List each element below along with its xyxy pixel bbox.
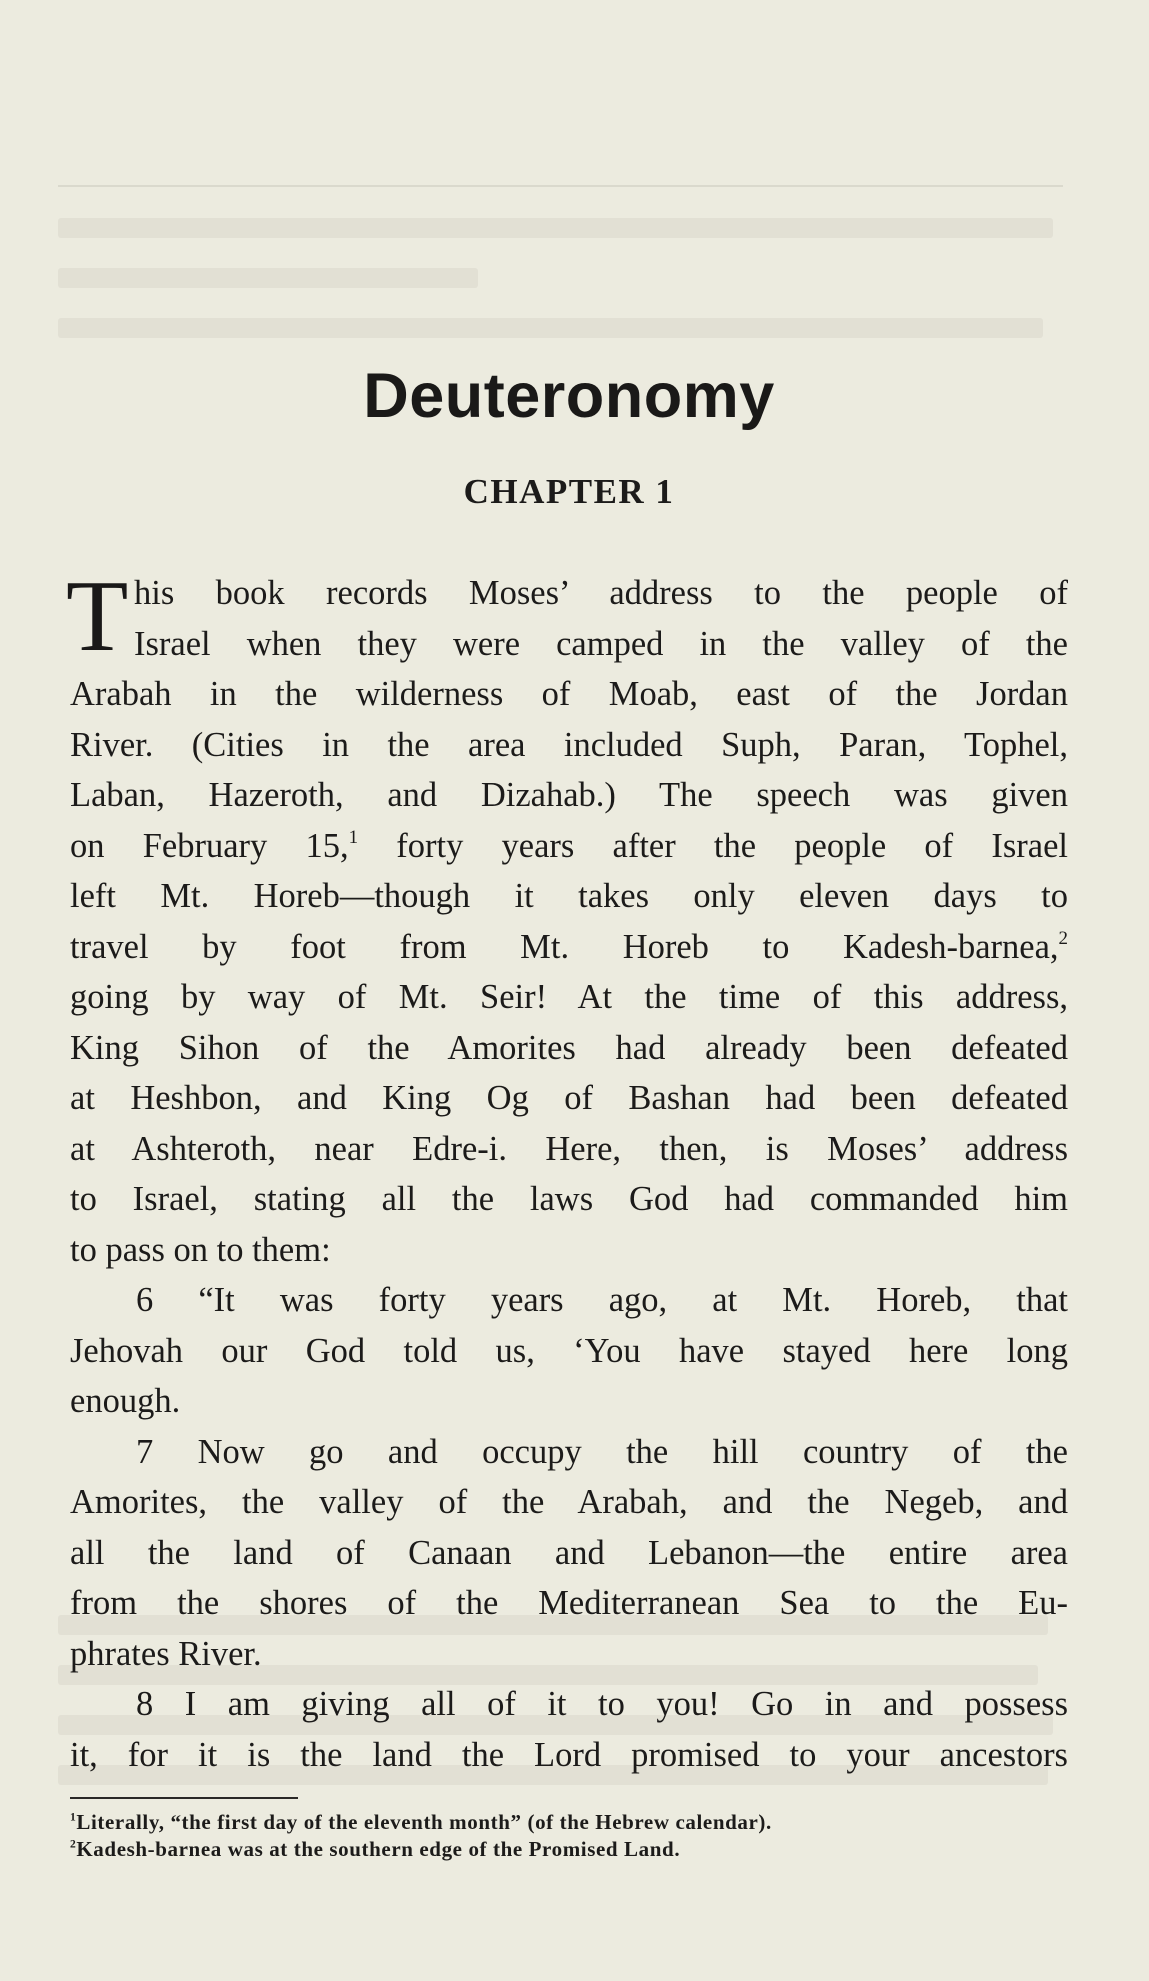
text-line: Israel when they were camped in the valley of the (134, 624, 1068, 663)
footnote-1 (70, 1809, 1068, 1836)
text-segment: forty years after the people of Israel (396, 826, 1068, 865)
text-line: left Mt. Horeb—though it takes only eleven days to (70, 877, 1068, 915)
chapter-text (66, 560, 1068, 1780)
text-line: Amorites, the valley of the Arabah, and the Negeb, and (70, 1483, 1068, 1521)
text-line: Laban, Hazeroth, and Dizahab.) The speech was given (70, 776, 1068, 814)
text-line: phrates River. (70, 1634, 262, 1673)
footnote-divider (70, 1797, 298, 1799)
show-through-rule (58, 185, 1063, 187)
footnote-2 (70, 1836, 1068, 1863)
footnote-text: Kadesh-barnea was at the southern edge of the Promised Land. (76, 1837, 681, 1861)
footnote-marker: 1 (70, 1811, 77, 1824)
footnote-text: Literally, “the first day of the eleventh month” (of the Hebrew calendar). (76, 1810, 772, 1834)
show-through-line (58, 318, 1043, 338)
text-segment: on February 15, (70, 826, 349, 865)
text-line (70, 821, 1068, 872)
verse-8-line: 8 I am giving all of it to you! Go in and possess (136, 1685, 1068, 1723)
text-line: his book records Moses’ address to the people of (134, 574, 1068, 612)
text-line: enough. (70, 1382, 181, 1420)
book-title: Deuteronomy (363, 361, 775, 431)
text-line: at Ashteroth, near Edre-i. Here, then, is Moses’ address (70, 1129, 1068, 1168)
text-line: from the shores of the Mediterranean Sea to the Eu- (70, 1584, 1068, 1622)
footnote-ref-2[interactable]: 2 (1058, 927, 1068, 949)
text-line: River. (Cities in the area included Suph, Paran, Tophel, (70, 725, 1068, 764)
text-line: to pass on to them: (70, 1230, 331, 1269)
text-line: King Sihon of the Amorites had already been defeated (70, 1028, 1068, 1067)
footnotes (70, 1809, 1068, 1863)
text-line (70, 922, 1068, 973)
text-line: it, for it is the land the Lord promised to your ancestors (70, 1735, 1068, 1774)
text-line: Jehovah our God told us, ‘You have stayed here long (70, 1331, 1068, 1370)
text-line: at Heshbon, and King Og of Bashan had been defeated (70, 1079, 1068, 1117)
text-line: going by way of Mt. Seir! At the time of this address, (70, 978, 1068, 1016)
show-through-line (58, 218, 1053, 238)
text-line: to Israel, stating all the laws God had commanded him (70, 1180, 1068, 1218)
drop-cap: T (66, 560, 129, 673)
verse-6-line: 6 “It was forty years ago, at Mt. Horeb, that (136, 1281, 1068, 1319)
verse-7-line: 7 Now go and occupy the hill country of the (136, 1432, 1068, 1471)
text-segment: travel by foot from Mt. Horeb to Kadesh-barnea, (70, 927, 1059, 966)
show-through-line (58, 268, 478, 288)
footnote-ref-1[interactable]: 1 (348, 826, 359, 848)
text-line: all the land of Canaan and Lebanon—the entire area (70, 1533, 1068, 1572)
footnote-marker: 2 (70, 1838, 77, 1851)
chapter-heading: CHAPTER 1 (463, 472, 675, 511)
text-line: Arabah in the wilderness of Moab, east of the Jordan (70, 675, 1068, 713)
